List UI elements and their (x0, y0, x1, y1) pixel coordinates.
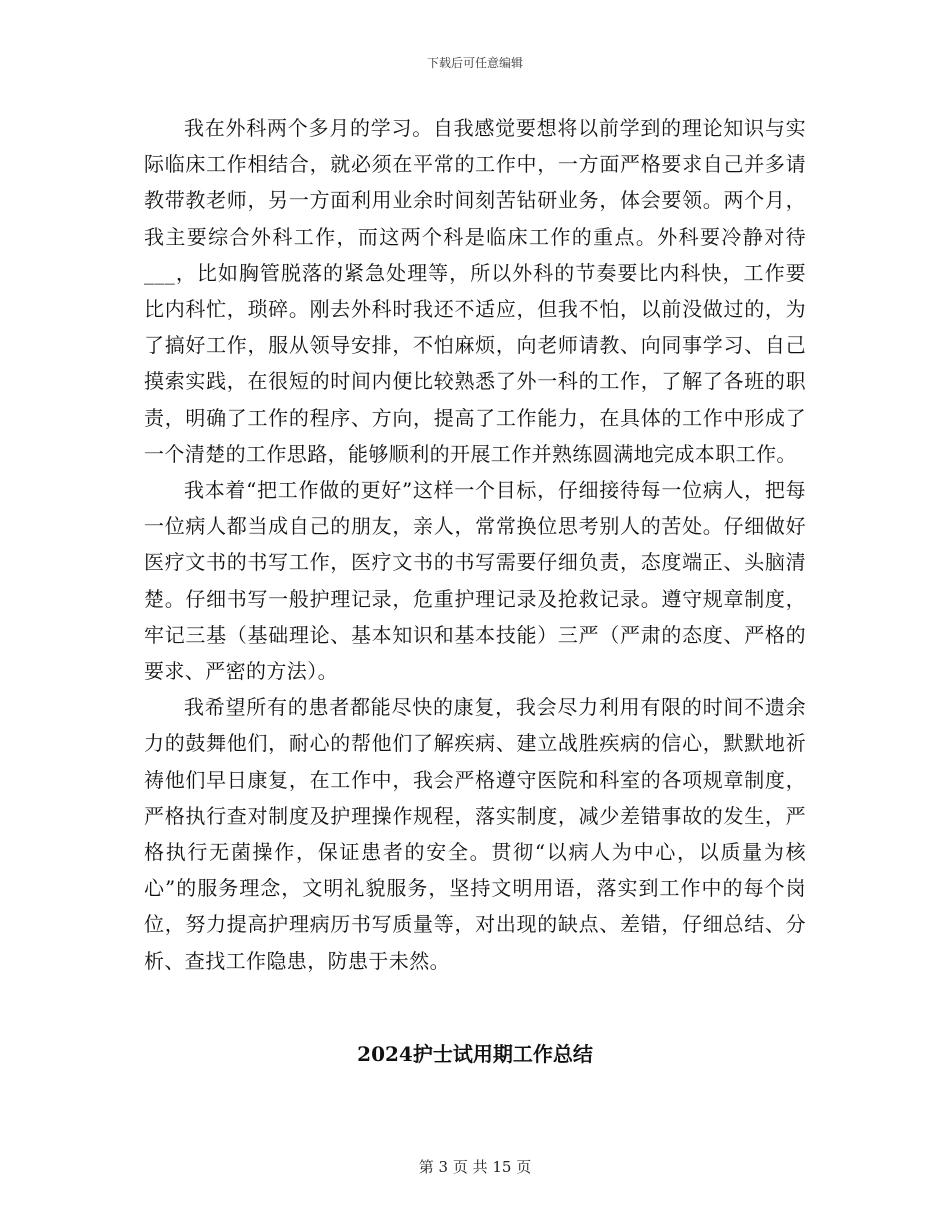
page-header-note: 下载后可任意编辑 (426, 56, 523, 70)
section-title: 2024护士试用期工作总结 (357, 1042, 593, 1066)
document-body (144, 110, 806, 979)
paragraph-3: 我希望所有的患者都能尽快的康复，我会尽力利用有限的时间不遗余力的鼓舞他们，耐心的帮他们了解疾病、建立战胜疾病的信心，默默地祈祷他们早日康复，在工作中，我会严格遵守医院和科室的各项规章制度，严格执行查对制度及护理操作规程，落实制度，减少差错事故的发生，严格执行无菌操作，保证患者的安全。贯彻“以病人为中心，以质量为核心”的服务理念，文明礼貌服务，坚持文明用语，落实到工作中的每个岗位，努力提高护理病历书写质量等，对出现的缺点、差错，仔细总结、分析、查找工作隐患，防患于未然。 (144, 695, 806, 973)
paragraph-2: 我本着“把工作做的更好”这样一个目标，仔细接待每一位病人，把每一位病人都当成自己的朋友，亲人，常常换位思考别人的苦处。仔细做好医疗文书的书写工作，医疗文书的书写需要仔细负责，态度端正、头脑清楚。仔细书写一般护理记录，危重护理记录及抢救记录。遵守规章制度，牢记三基（基础理论、基本知识和基本技能）三严（严肃的态度、严格的要求、严密的方法）。 (144, 478, 806, 684)
page-footer: 第 3 页 共 15 页 (418, 1158, 532, 1176)
paragraph-1: 我在外科两个多月的学习。自我感觉要想将以前学到的理论知识与实际临床工作相结合，就必须在平常的工作中，一方面严格要求自己并多请教带教老师，另一方面利用业余时间刻苦钻研业务，体会要领。两个月，我主要综合外科工作，而这两个科是临床工作的重点。外科要冷静对待___，比如胸管脱落的紧急处理等，所以外科的节奏要比内科快，工作要比内科忙，琐碎。刚去外科时我还不适应，但我不怕，以前没做过的，为了搞好工作，服从领导安排，不怕麻烦，向老师请教、向同事学习、自己摸索实践，在很短的时间内便比较熟悉了外一科的工作，了解了各班的职责，明确了工作的程序、方向，提高了工作能力，在具体的工作中形成了一个清楚的工作思路，能够顺利的开展工作并熟练圆满地完成本职工作。 (144, 116, 806, 466)
